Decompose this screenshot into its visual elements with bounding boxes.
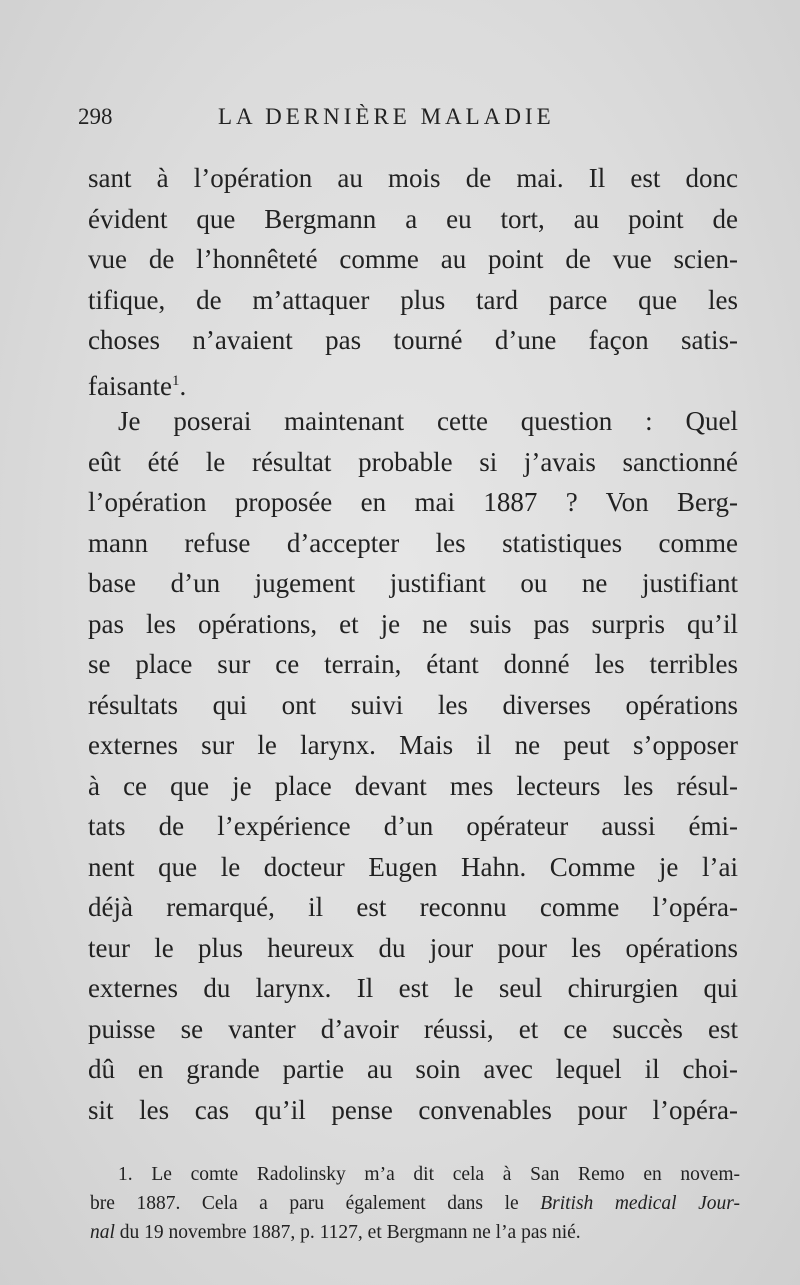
text-line: à ce que je place devant mes lecteurs les résul- — [88, 770, 738, 801]
footnote-line — [90, 1218, 740, 1247]
text-line: déjà remarqué, il est reconnu comme l’opéra- — [88, 892, 738, 922]
journal-title: British medical Jour- — [540, 1193, 740, 1214]
text-line: teur le plus heureux du jour pour les opérations — [88, 932, 738, 963]
footnote — [90, 1160, 740, 1247]
text-line: évident que Bergmann a eu tort, au point de — [88, 203, 738, 234]
footnote-line — [90, 1189, 740, 1218]
page-header — [78, 104, 728, 144]
text-line: base d’un jugement justifiant ou ne justifiant — [88, 568, 738, 598]
text-line: puisse se vanter d’avoir réussi, et ce succès est — [88, 1013, 738, 1044]
text-fragment: . — [179, 370, 187, 401]
text-line: dû en grande partie au soin avec lequel il choi- — [88, 1054, 738, 1084]
text-line: l’opération proposée en mai 1887 ? Von Berg- — [88, 487, 738, 517]
text-line: Je poserai maintenant cette question : Quel — [118, 406, 738, 436]
text-fragment: faisante — [88, 370, 172, 401]
text-fragment: bre 1887. Cela a paru également dans le — [90, 1193, 541, 1214]
text-line: se place sur ce terrain, étant donné les terribles — [88, 649, 738, 679]
running-title: LA DERNIÈRE MALADIE — [218, 104, 555, 129]
text-line: tifique, de m’attaquer plus tard parce que les — [88, 284, 738, 315]
footnote-line: 1. Le comte Radolinsky m’a dit cela à San Remo en novem- — [118, 1164, 740, 1185]
text-line: sit les cas qu’il pense convenables pour l’opéra- — [88, 1094, 738, 1125]
text-line: sant à l’opération au mois de mai. Il est donc — [88, 163, 738, 193]
text-line: pas les opérations, et je ne suis pas surpris qu’il — [88, 608, 738, 639]
text-line: mann refuse d’accepter les statistiques comme — [88, 527, 738, 558]
page-number: 298 — [78, 104, 113, 129]
paragraph-last-line — [88, 361, 738, 402]
body-text — [88, 158, 738, 1130]
text-line: vue de l’honnêteté comme au point de vue scien- — [88, 244, 738, 274]
text-line: choses n’avaient pas tourné d’une façon satis- — [88, 325, 738, 355]
text-line: tats de l’expérience d’un opérateur aussi émi- — [88, 811, 738, 841]
text-line: externes sur le larynx. Mais il ne peut s’opposer — [88, 730, 738, 760]
text-line: nent que le docteur Eugen Hahn. Comme je l’ai — [88, 851, 738, 882]
text-line: résultats qui ont suivi les diverses opérations — [88, 689, 738, 720]
footnote-reference: 1 — [171, 372, 180, 389]
text-line: externes du larynx. Il est le seul chirurgien qui — [88, 973, 738, 1003]
text-line: eût été le résultat probable si j’avais sanctionné — [88, 446, 738, 477]
journal-title: nal — [90, 1222, 115, 1243]
text-fragment: du 19 novembre 1887, p. 1127, et Bergmann ne l’a pas nié. — [114, 1222, 581, 1243]
